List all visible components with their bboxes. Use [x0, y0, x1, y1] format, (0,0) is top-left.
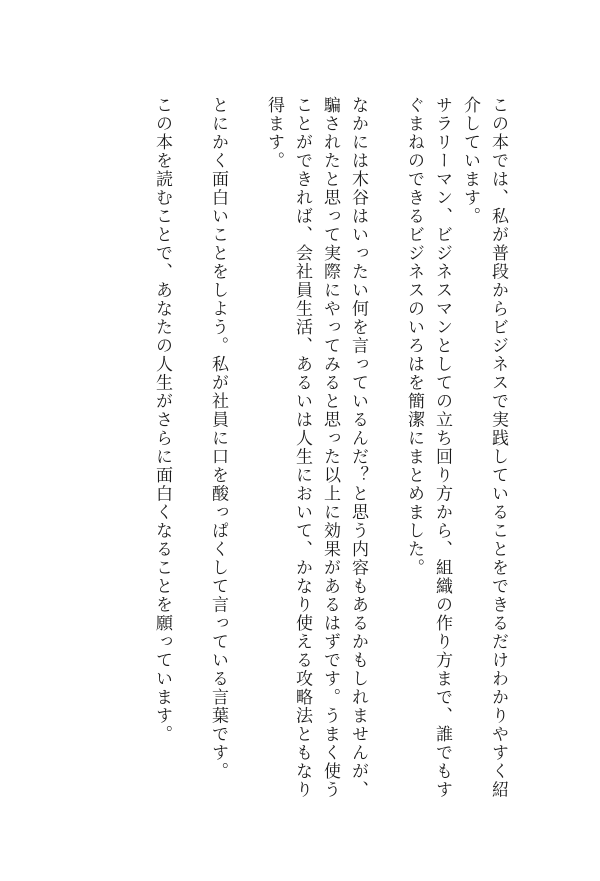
paragraph-closing: この本を読むことで、あなたの人生がさらに面白くなることを願っています。	[152, 96, 172, 744]
paragraph-spacer	[176, 96, 204, 816]
paragraph-intro: この本では、私が普段からビジネスで実践していることをできるだけわかりやすく紹介しています。	[460, 96, 508, 799]
paragraph-spacer	[232, 96, 260, 816]
paragraph-summary: サラリーマン、ビジネスマンとしての立ち回り方から、組織の作り方まで、誰でもすぐまねのできるビジネスのいろはを簡潔にまとめました。	[404, 96, 452, 799]
paragraph-effectiveness: なかには木谷はいったい何を言っているんだ？と思う内容もあるかもしれませんが、騙されたと思って実際にやってみると思った以上に効果があるはずです。うまく使うことができれば、会社員生活、あるいは人生において、かなり使える攻略法ともなり得ます。	[264, 96, 368, 799]
paragraph-motto: とにかく面白いことをしよう。私が社員に口を酸っぱくして言っている言葉です。	[208, 96, 228, 781]
paragraph-spacer	[372, 96, 400, 816]
vertical-text-body	[148, 96, 512, 816]
